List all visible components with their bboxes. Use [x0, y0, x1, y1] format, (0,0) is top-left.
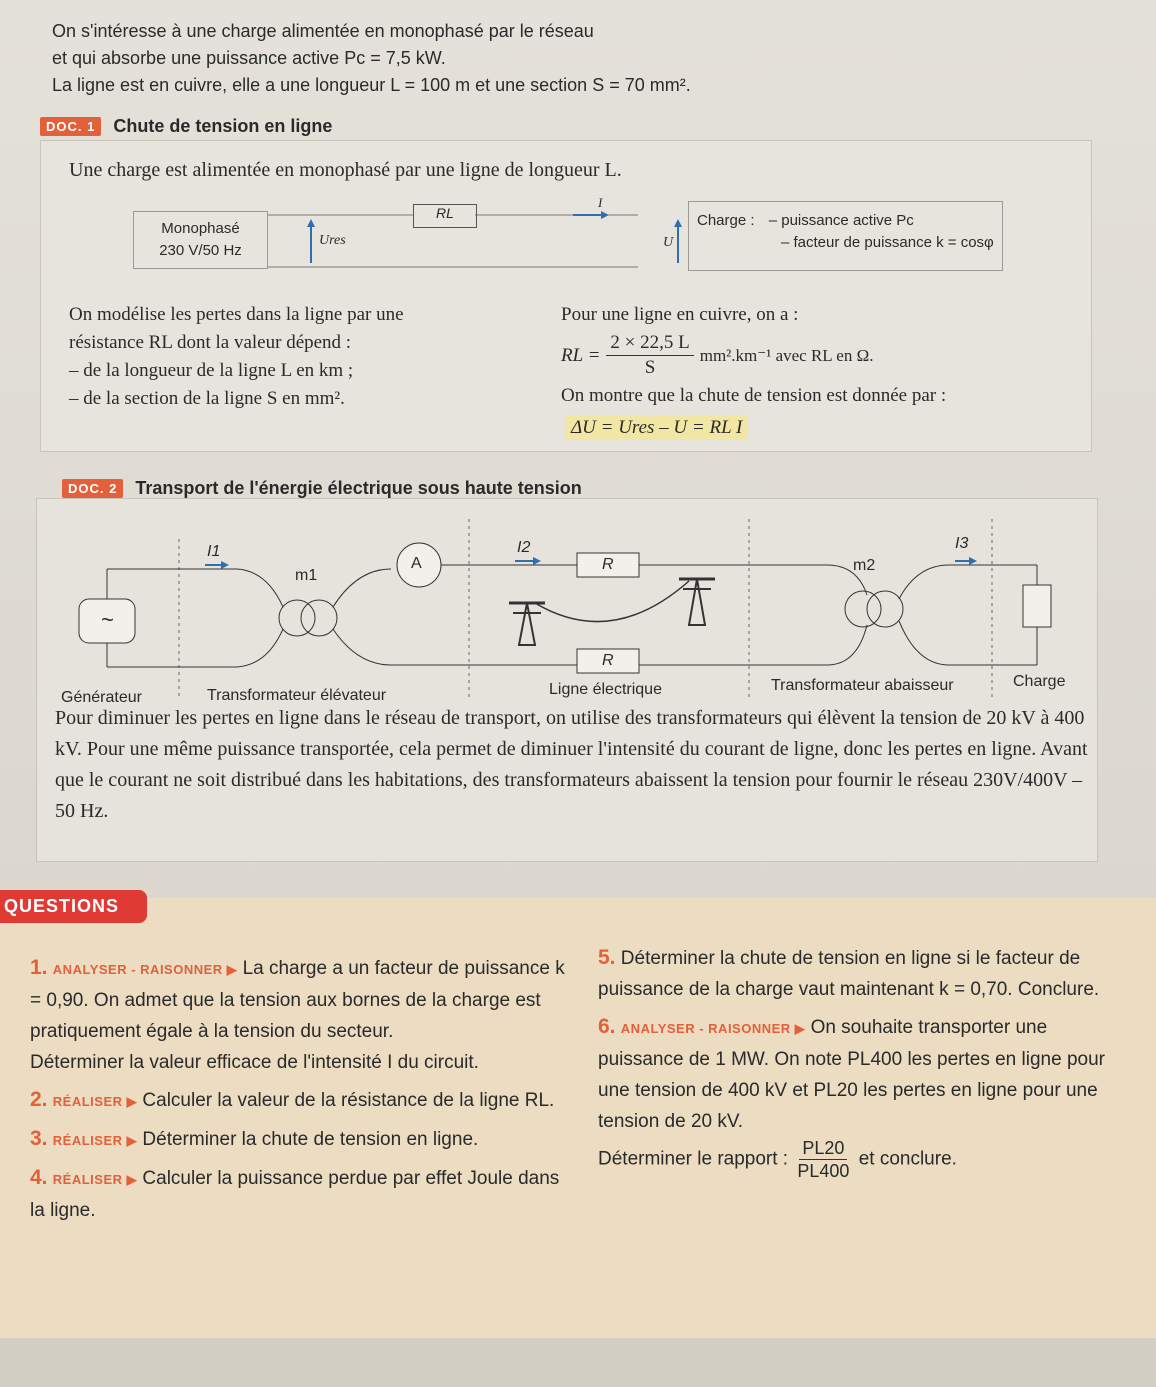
question-4	[30, 1162, 570, 1226]
question-6	[598, 1011, 1128, 1182]
doc2-header	[62, 478, 582, 499]
left-line-1: On modélise les pertes dans la ligne par une	[69, 304, 404, 325]
q2-tag: RÉALISER ▶	[52, 1094, 138, 1109]
m2-label: m2	[853, 557, 876, 574]
doc2-tag: DOC. 2	[62, 479, 123, 498]
rl-fraction	[606, 331, 693, 380]
transport-diagram	[37, 499, 1097, 699]
q4-number: 4.	[30, 1166, 48, 1189]
source-rating: 230 V/50 Hz	[159, 242, 242, 259]
q1-tag: ANALYSER - RAISONNER ▶	[52, 962, 238, 977]
q3-tag: RÉALISER ▶	[52, 1133, 138, 1148]
q6-ratio-num: PL20	[799, 1137, 847, 1160]
q2-text: Calculer la valeur de la résistance de la ligne RL.	[142, 1090, 555, 1111]
doc1-lead: Une charge est alimentée en monophasé par une ligne de longueur L.	[69, 159, 622, 181]
charge-pf: – facteur de puissance k = cosφ	[781, 234, 994, 251]
intro-line-3: La ligne est en cuivre, elle a une longueur L = 100 m et une section S = 70 mm².	[52, 75, 691, 95]
question-2	[30, 1084, 570, 1117]
doc1-header	[40, 116, 332, 137]
charge-box	[688, 201, 1003, 271]
r-bottom-label: R	[602, 652, 614, 669]
questions-banner: QUESTIONS	[0, 890, 147, 923]
doc1-circuit	[133, 195, 1003, 273]
rl-eq: RL =	[561, 344, 601, 366]
i2-label: I2	[517, 539, 531, 556]
right-line-1: Pour une ligne en cuivre, on a :	[561, 304, 799, 325]
m1-label: m1	[295, 567, 318, 584]
question-5	[598, 942, 1128, 1005]
q2-number: 2.	[30, 1088, 48, 1111]
intro-line-1: On s'intéresse à une charge alimentée en monophasé par le réseau	[52, 21, 594, 41]
rl-numerator: 2 × 22,5 L	[606, 331, 693, 356]
q6-ratio	[797, 1137, 849, 1182]
q6-tag: ANALYSER - RAISONNER ▶	[620, 1021, 806, 1036]
q1-text: La charge a un facteur de puissance k = 0,90. On admet que la tension aux bornes de la charge est pratiquement égale à la tension du secteur.	[30, 958, 565, 1042]
source-label: Monophasé	[161, 220, 240, 237]
r-top-label: R	[602, 556, 614, 573]
intro	[52, 18, 952, 99]
label-generator: Générateur	[61, 689, 142, 706]
rl-resistor: RL	[413, 204, 477, 228]
rl-units: mm².km⁻¹ avec RL en Ω.	[699, 345, 874, 365]
label-step-up: Transformateur élévateur	[207, 687, 387, 704]
doc2-text: Pour diminuer les pertes en ligne dans le réseau de transport, on utilise des transformateurs qui élèvent la tension de 20 kV à 400 kV. Pour une même puissance transportée, cela permet de diminuer l'intensité du courant de ligne, donc les pertes en ligne. Avant que le courant ne soit distribué dans les habitations, des transformateurs abaissent la tension pour fournir le réseau 230V/400V – 50 Hz.	[55, 707, 1088, 822]
q1-number: 1.	[30, 956, 48, 979]
i3-label: I3	[955, 535, 969, 552]
doc2-box	[36, 498, 1098, 862]
q3-number: 3.	[30, 1127, 48, 1150]
q3-text: Déterminer la chute de tension en ligne.	[142, 1129, 479, 1150]
q5-text: Déterminer la chute de tension en ligne si le facteur de puissance de la charge vaut maintenant k = 0,70. Conclure.	[598, 948, 1100, 1000]
charge-label: Charge :	[697, 212, 755, 229]
ammeter-label: A	[411, 555, 422, 572]
q6-number: 6.	[598, 1015, 616, 1038]
intro-line-2: et qui absorbe une puissance active Pc = 7,5 kW.	[52, 48, 446, 68]
doc1-tag: DOC. 1	[40, 117, 101, 136]
q6-ratio-prefix: Déterminer le rapport :	[598, 1148, 789, 1170]
doc1-title: Chute de tension en ligne	[113, 116, 333, 136]
doc1-right-text	[561, 301, 1081, 442]
rl-denominator: S	[644, 357, 656, 378]
u-label: U	[663, 235, 674, 250]
label-line: Ligne électrique	[549, 681, 662, 698]
label-charge: Charge	[1013, 673, 1066, 690]
q5-number: 5.	[598, 946, 616, 969]
question-1	[30, 952, 570, 1078]
left-line-2: résistance RL dont la valeur dépend :	[69, 332, 352, 353]
charge-power: – puissance active Pc	[768, 212, 914, 229]
q4-text: Calculer la puissance perdue par effet Joule dans la ligne.	[30, 1168, 560, 1221]
questions-right-column	[598, 942, 1128, 1188]
ures-label: Ures	[319, 233, 346, 248]
i1-label: I1	[207, 543, 221, 560]
doc1-box	[40, 140, 1092, 452]
voltage-drop-formula: ΔU = Ures – U = RL I	[565, 415, 748, 440]
left-line-3: – de la longueur de la ligne L en km ;	[69, 360, 354, 381]
charge-resistor	[1023, 585, 1051, 627]
left-line-4: – de la section de la ligne S en mm².	[69, 388, 345, 409]
q6-ratio-den: PL400	[797, 1161, 850, 1181]
label-step-down: Transformateur abaisseur	[771, 677, 954, 694]
question-3	[30, 1123, 570, 1156]
q4-tag: RÉALISER ▶	[52, 1172, 138, 1187]
pylon-left	[509, 603, 545, 645]
questions-left-column	[30, 952, 570, 1232]
i-label: I	[598, 195, 603, 210]
doc1-left-text	[69, 301, 549, 413]
q6-text: On souhaite transporter une puissance de 1 MW. On note PL400 les pertes en ligne pour une tension de 400 kV et PL20 les pertes en ligne pour une tension de 20 kV.	[598, 1017, 1105, 1132]
generator-tilde: ~	[101, 607, 114, 632]
q6-ratio-suffix: et conclure.	[858, 1148, 957, 1170]
doc2-title: Transport de l'énergie électrique sous haute tension	[135, 478, 582, 498]
right-line-3: On montre que la chute de tension est donnée par :	[561, 385, 947, 406]
step-down-transformer	[845, 591, 881, 627]
q1-text2: Déterminer la valeur efficace de l'intensité I du circuit.	[30, 1052, 479, 1073]
step-up-transformer	[279, 600, 315, 636]
rl-formula	[561, 331, 873, 380]
